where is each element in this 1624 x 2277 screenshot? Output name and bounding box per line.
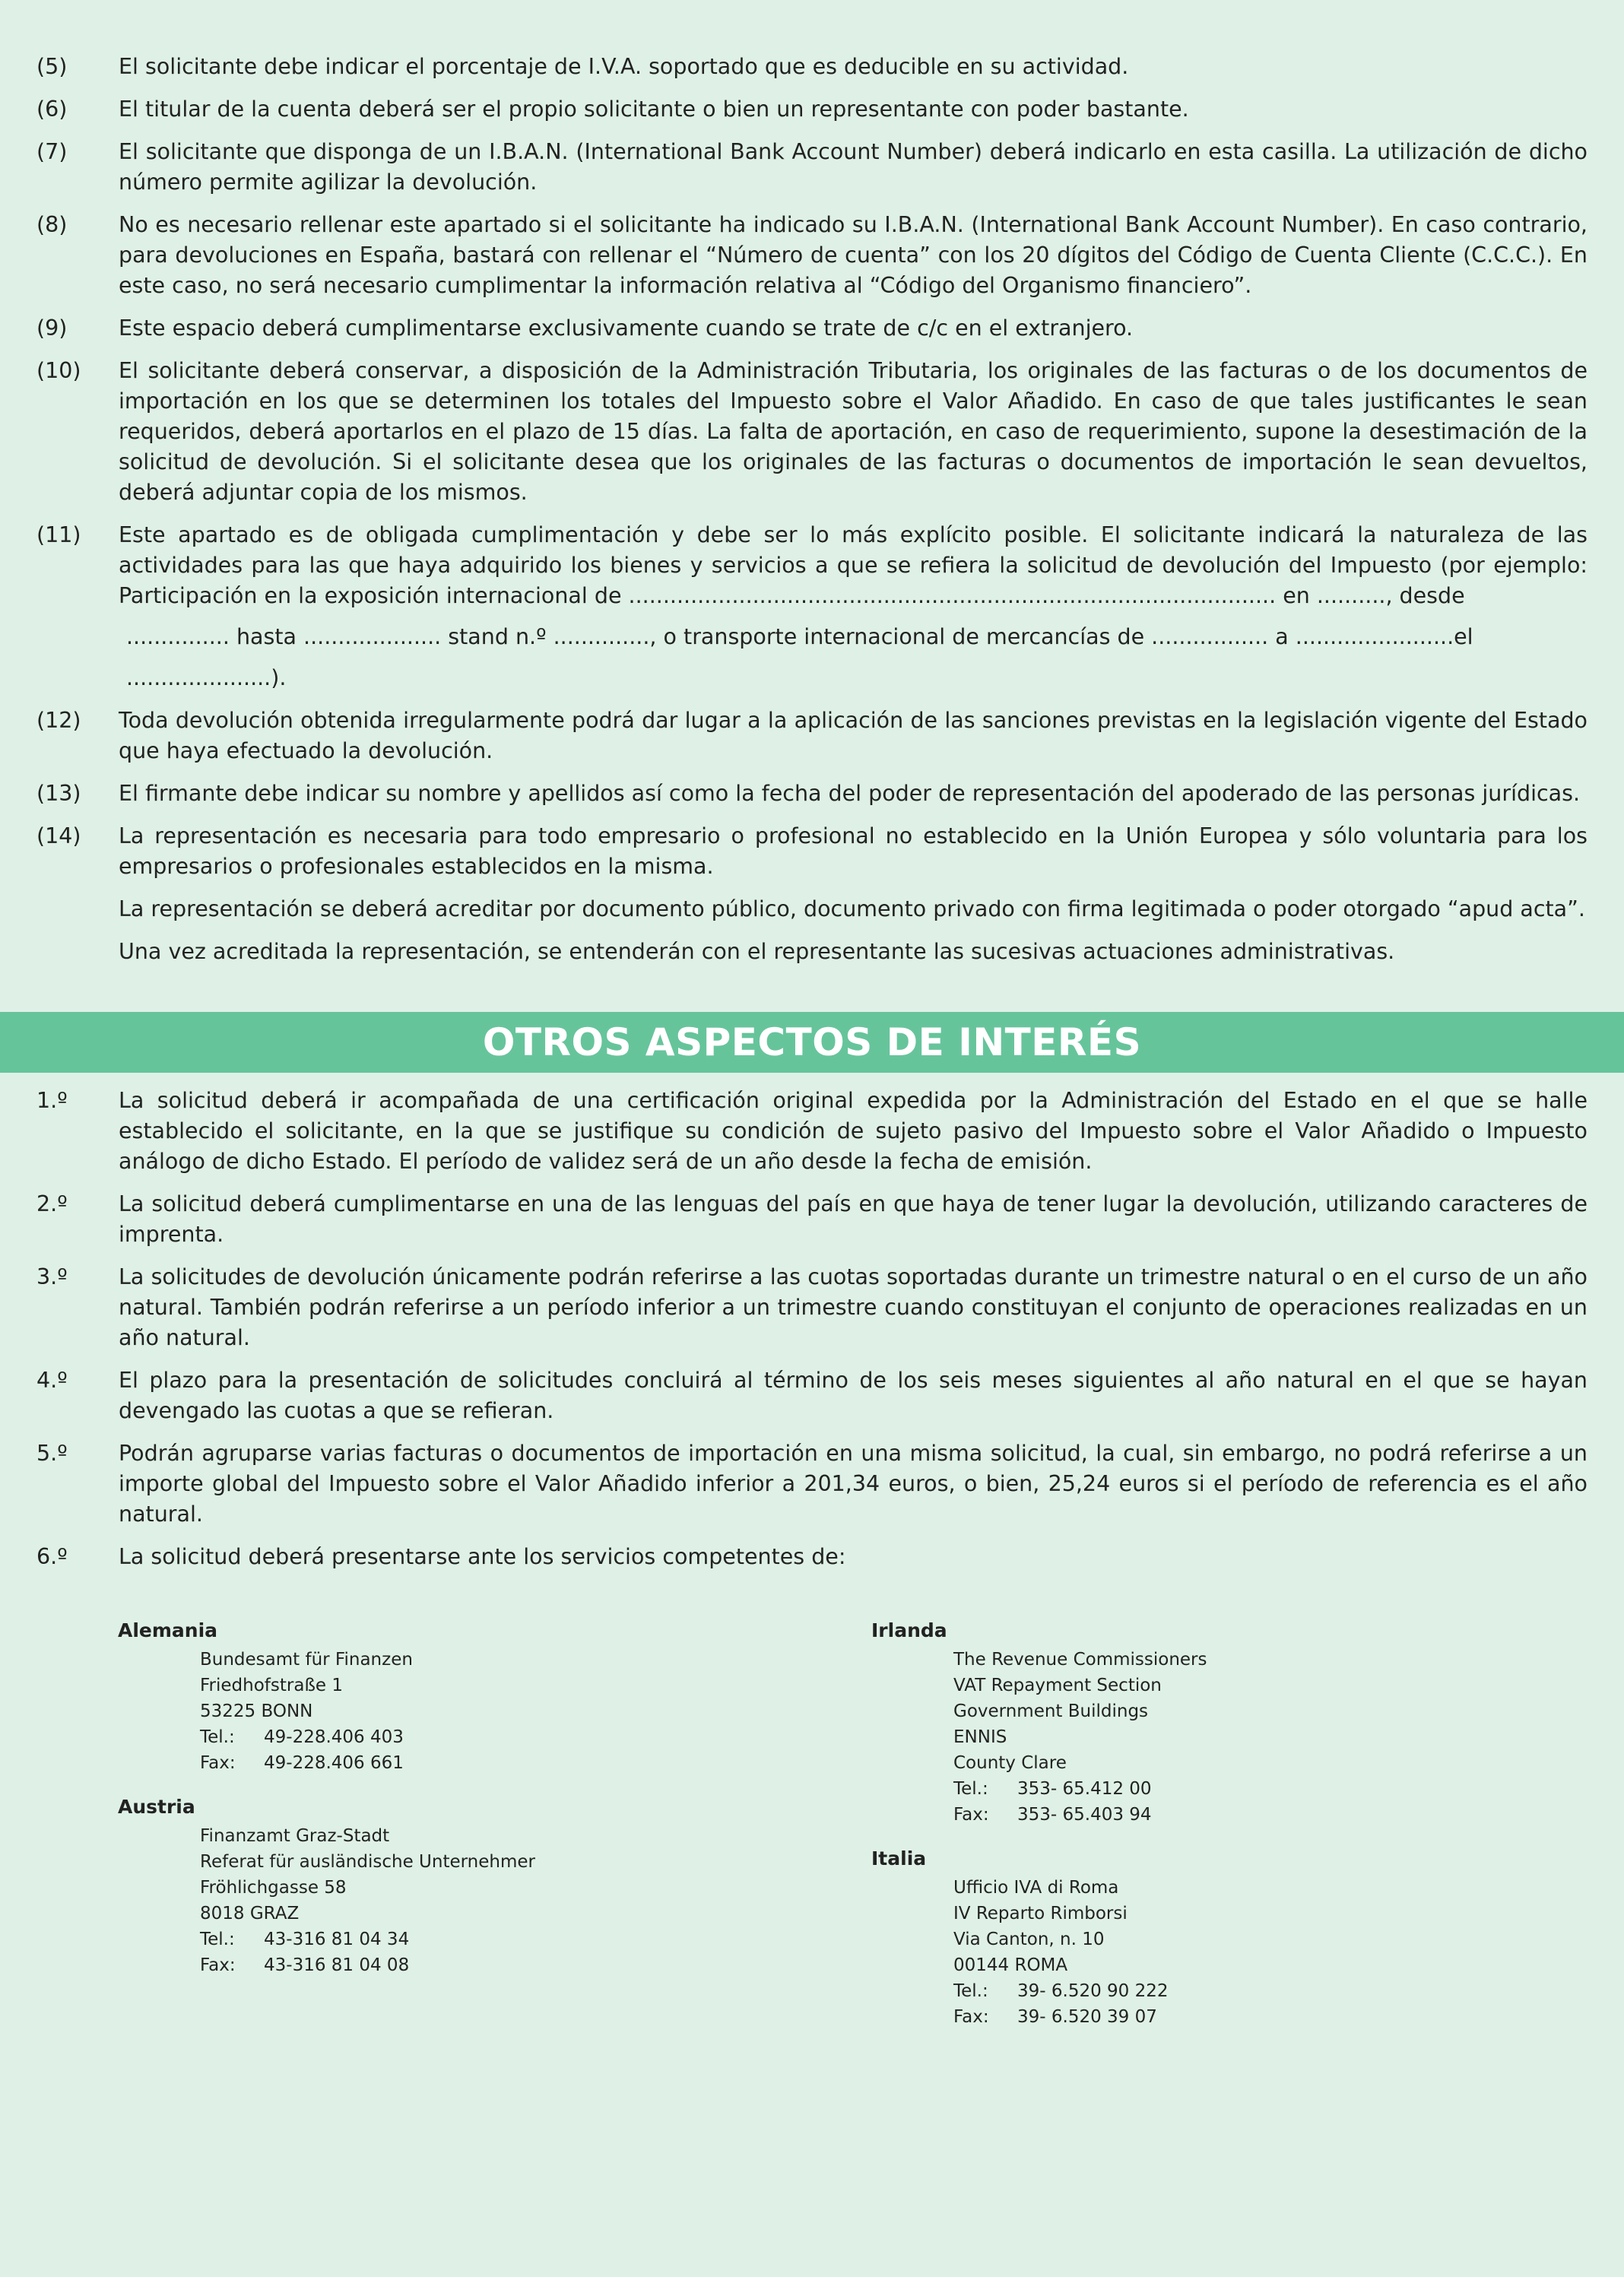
footnote-number: (5): [36, 54, 68, 79]
aspects-list: [36, 1086, 1588, 1584]
aspect-text: La solicitudes de devolución únicamente podrán referirse a las cuotas soportadas durante un trimestre natural o en el curso de un año natural. También podrán referirse a un período inferior a un trimestre cuando constituyan el conjunto de operaciones realizadas en un año natural.: [119, 1264, 1588, 1350]
footnote-text: Este espacio deberá cumplimentarse exclusivamente cuando se trate de c/c en el extranjero.: [119, 316, 1134, 341]
footnote-text: El firmante debe indicar su nombre y apellidos así como la fecha del poder de representación del apoderado de las personas jurídicas.: [119, 781, 1581, 806]
address-line: Via Canton, n. 10: [953, 1930, 1105, 1949]
office-country: Irlanda: [871, 1619, 947, 1641]
footnote-text: El solicitante deberá conservar, a disposición de la Administración Tributaria, los originales de las facturas o de los documentos de importación en los que se determinen los totales del Impuesto sobre el Valor Añadido. En caso de que tales justificantes le sean requeridos, deberá aportarlos en el plazo de 15 días. La falta de aportación, en caso de requerimiento, supone la desestimación de la solicitud de devolución. Si el solicitante desea que los originales de las facturas o documentos de importación le sean devueltos, deberá adjuntar copia de los mismos.: [119, 358, 1588, 505]
address-line: 53225 BONN: [200, 1701, 313, 1721]
footnote-text: El titular de la cuenta deberá ser el propio solicitante o bien un representante con poder bastante.: [119, 97, 1189, 122]
aspect-number: 1.º: [36, 1088, 68, 1113]
footnote-8: [36, 210, 1588, 301]
aspect-text: El plazo para la presentación de solicitudes concluirá al término de los seis meses siguientes al año natural en el que se hayan devengado las cuotas a que se refieran.: [119, 1368, 1588, 1423]
tel-label: Tel.:: [200, 1727, 235, 1747]
fax-line: [200, 1750, 535, 1776]
tel-number: 39- 6.520 90 222: [1017, 1981, 1169, 2001]
fax-number: 43-316 81 04 08: [264, 1955, 410, 1975]
footnote-5: [36, 52, 1588, 82]
footnote-text: La representación es necesaria para todo empresario o profesional no establecido en la Unión Europea y sólo voluntaria para los empresarios o profesionales establecidos en la misma.: [119, 823, 1588, 879]
address-line: IV Reparto Rimborsi: [953, 1904, 1128, 1923]
aspect-number: 4.º: [36, 1368, 68, 1393]
tel-line: [953, 1776, 1207, 1802]
footnote-14: [36, 821, 1588, 967]
footnote-text: Toda devolución obtenida irregularmente podrá dar lugar a la aplicación de las sanciones previstas en la legislación vigente del Estado que haya efectuado la devolución.: [119, 708, 1588, 763]
footnote-number: (13): [36, 781, 81, 806]
footnote-13: [36, 779, 1588, 809]
aspect-2: [36, 1189, 1588, 1250]
fax-label: Fax:: [953, 2007, 989, 2027]
footnote-paragraph: Una vez acreditada la representación, se entenderán con el representante las sucesivas actuaciones administrativas.: [119, 939, 1395, 964]
aspect-3: [36, 1262, 1588, 1353]
footnote-number: (8): [36, 212, 68, 237]
footnote-paragraph: La representación se deberá acreditar por documento público, documento privado con firma legitimada o poder otorgado “apud acta”.: [119, 896, 1585, 921]
fax-line: [200, 1952, 535, 1978]
address-line: Friedhofstraße 1: [200, 1676, 344, 1695]
address-line: Fröhlichgasse 58: [200, 1878, 347, 1898]
section-title-banner: OTROS ASPECTOS DE INTERÉS: [0, 1012, 1624, 1073]
footnote-6: [36, 94, 1588, 125]
fax-line: [953, 2004, 1207, 2030]
fax-label: Fax:: [200, 1753, 236, 1773]
footnote-number: (6): [36, 97, 68, 122]
aspect-1: [36, 1086, 1588, 1177]
aspect-number: 6.º: [36, 1544, 68, 1569]
address-line: The Revenue Commissioners: [953, 1650, 1207, 1670]
address-line: 00144 ROMA: [953, 1955, 1068, 1975]
footnote-text: El solicitante que disponga de un I.B.A.N. (International Bank Account Number) deberá indicarlo en esta casilla. La utilización de dicho número permite agilizar la devolución.: [119, 139, 1588, 195]
aspect-number: 3.º: [36, 1264, 68, 1289]
tel-number: 49-228.406 403: [264, 1727, 404, 1747]
fax-label: Fax:: [200, 1955, 236, 1975]
aspect-text: La solicitud deberá cumplimentarse en una de las lenguas del país en que haya de tener lugar la devolución, utilizando caracteres de imprenta.: [119, 1191, 1588, 1247]
tel-line: [200, 1927, 535, 1952]
aspect-number: 2.º: [36, 1191, 68, 1216]
tel-label: Tel.:: [953, 1779, 988, 1799]
office-italia: [871, 1846, 1207, 2030]
tel-line: [953, 1978, 1207, 2004]
address-line: Government Buildings: [953, 1701, 1149, 1721]
footnote-dotted-line: ............... hasta .................... stand n.º .............., o transporte internacional de mercancías de ................. a .......................el: [126, 624, 1473, 649]
footnote-11: [36, 520, 1588, 693]
fax-number: 49-228.406 661: [264, 1753, 404, 1773]
tel-line: [200, 1724, 535, 1750]
footnote-text: No es necesario rellenar este apartado si el solicitante ha indicado su I.B.A.N. (International Bank Account Number). En caso contrario, para devoluciones en España, bastará con rellenar el “Número de cuenta” con los 20 dígitos del Código de Cuenta Cliente (C.C.C.). En este caso, no será necesario cumplimentar la información relativa al “Código del Organismo financiero”.: [119, 212, 1588, 298]
office-alemania: [118, 1618, 535, 1776]
footnote-dotted-line: .....................).: [126, 665, 287, 690]
footnote-7: [36, 137, 1588, 198]
office-irlanda: [871, 1618, 1207, 1828]
fax-line: [953, 1802, 1207, 1828]
address-line: VAT Repayment Section: [953, 1676, 1162, 1695]
footnote-text: Este apartado es de obligada cumplimentación y debe ser lo más explícito posible. El solicitante indicará la naturaleza de las actividades para las que haya adquirido los bienes y servicios a que se refiera la solicitud de devolución del Impuesto (por ejemplo: Participación en la exposición internacional de .............................................................................................. en .........., desde: [119, 522, 1588, 608]
office-country: Austria: [118, 1796, 195, 1818]
address-line: Finanzamt Graz-Stadt: [200, 1826, 390, 1846]
office-country: Alemania: [118, 1619, 218, 1641]
address-line: Bundesamt für Finanzen: [200, 1650, 413, 1670]
aspect-number: 5.º: [36, 1441, 68, 1466]
aspect-text: Podrán agruparse varias facturas o documentos de importación en una misma solicitud, la cual, sin embargo, no podrá referirse a un importe global del Impuesto sobre el Valor Añadido inferior a 201,34 euros, o bien, 25,24 euros si el período de referencia es el año natural.: [119, 1441, 1588, 1527]
aspect-4: [36, 1365, 1588, 1426]
offices-column-right: [871, 1618, 1207, 2048]
address-line: Referat für ausländische Unternehmer: [200, 1852, 535, 1872]
tel-number: 43-316 81 04 34: [264, 1930, 410, 1949]
aspect-text: La solicitud deberá presentarse ante los servicios competentes de:: [119, 1544, 846, 1569]
footnote-9: [36, 313, 1588, 344]
footnote-12: [36, 706, 1588, 766]
aspect-text: La solicitud deberá ir acompañada de una certificación original expedida por la Administración del Estado en el que se halle establecido el solicitante, en la que se justifique su condición de sujeto pasivo del Impuesto sobre el Valor Añadido o Impuesto análogo de dicho Estado. El período de validez será de un año desde la fecha de emisión.: [119, 1088, 1588, 1174]
address-line: 8018 GRAZ: [200, 1904, 300, 1923]
tel-label: Tel.:: [953, 1981, 988, 2001]
tel-number: 353- 65.412 00: [1017, 1779, 1152, 1799]
fax-number: 353- 65.403 94: [1017, 1805, 1152, 1825]
footnote-10: [36, 356, 1588, 508]
offices-column-left: [118, 1618, 535, 1996]
fax-number: 39- 6.520 39 07: [1017, 2007, 1157, 2027]
address-line: County Clare: [953, 1753, 1067, 1773]
footnote-text: El solicitante debe indicar el porcentaje de I.V.A. soportado que es deducible en su actividad.: [119, 54, 1129, 79]
tel-label: Tel.:: [200, 1930, 235, 1949]
footnotes-list: [36, 52, 1588, 979]
footnote-number: (10): [36, 358, 81, 383]
footnote-number: (12): [36, 708, 81, 733]
aspect-6: [36, 1542, 1588, 1572]
address-line: ENNIS: [953, 1727, 1007, 1747]
fax-label: Fax:: [953, 1805, 989, 1825]
address-line: Ufficio IVA di Roma: [953, 1878, 1119, 1898]
office-austria: [118, 1794, 535, 1978]
aspect-5: [36, 1438, 1588, 1530]
office-country: Italia: [871, 1847, 927, 1869]
footnote-number: (11): [36, 522, 81, 547]
footnote-number: (7): [36, 139, 68, 164]
footnote-number: (9): [36, 316, 68, 341]
footnote-number: (14): [36, 823, 81, 848]
